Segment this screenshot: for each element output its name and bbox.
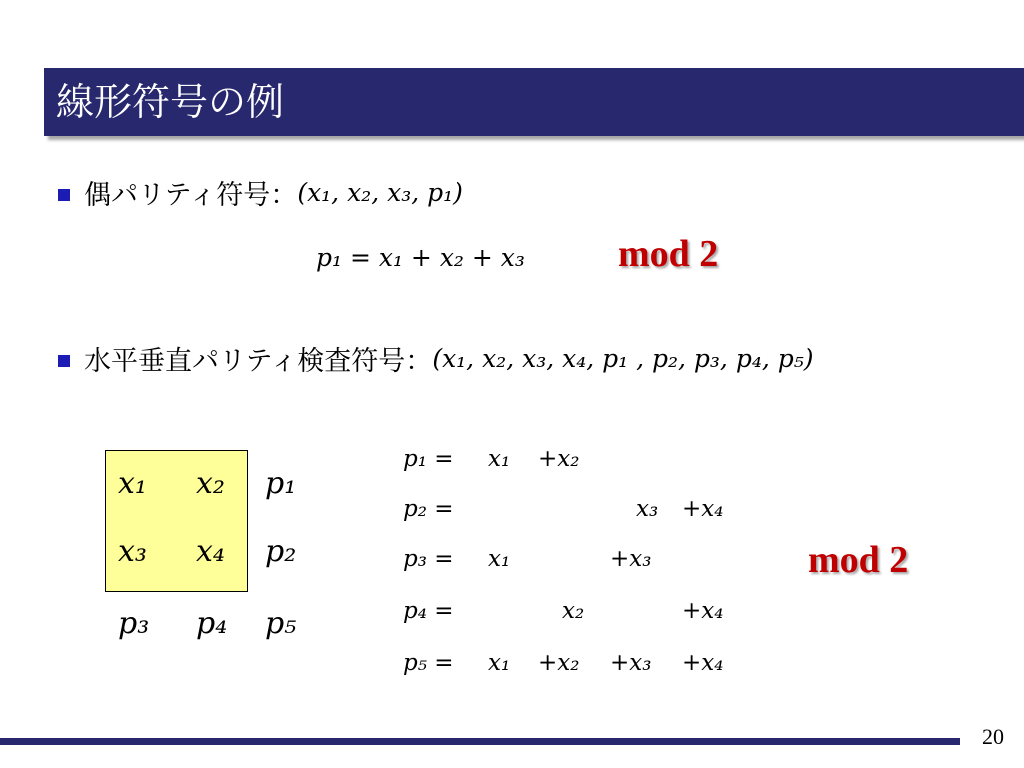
- grid-cell: p₄: [196, 606, 228, 641]
- equation-lhs: p₄ =: [403, 598, 454, 624]
- slide-title: 線形符号の例: [56, 80, 285, 124]
- grid-cell: x₂: [196, 466, 225, 501]
- equation-lhs: p₁ =: [403, 446, 454, 472]
- grid-cell: x₄: [196, 534, 225, 569]
- equation-term: +x₄: [682, 598, 724, 624]
- equation-term: x₁: [488, 650, 511, 676]
- bullet-label: 偶パリティ符号：: [84, 179, 298, 211]
- bullet-label: 水平垂直パリティ検査符号：: [84, 345, 433, 377]
- square-bullet-icon: [58, 189, 70, 201]
- equation-term: +x₂: [538, 650, 580, 676]
- equation-term: +x₂: [538, 446, 580, 472]
- equation-term: x₁: [488, 546, 511, 572]
- equation-term: x₃: [636, 496, 659, 522]
- grid-cell: x₃: [118, 534, 147, 569]
- footer-rule: [0, 738, 960, 745]
- equation-term: +x₃: [610, 650, 652, 676]
- bullet-even-parity: [58, 172, 463, 212]
- bullet-2d-parity: [58, 338, 814, 378]
- title-bar: [44, 68, 1024, 136]
- grid-cell: p₃: [118, 606, 150, 641]
- codeword-tuple: (x₁, x₂, x₃, x₄, p₁ , p₂, p₃, p₄, p₅): [432, 343, 814, 373]
- equation-lhs: p₃ =: [403, 546, 454, 572]
- equation-lhs: p₅ =: [403, 650, 454, 676]
- mod-label: mod 2: [808, 539, 909, 581]
- grid-cell: p₁: [265, 466, 297, 501]
- grid-cell: p₂: [265, 534, 297, 569]
- square-bullet-icon: [58, 355, 70, 367]
- equation-term: +x₃: [610, 546, 652, 572]
- equation-lhs: p₂ =: [403, 496, 454, 522]
- grid-cell: x₁: [118, 466, 147, 501]
- page-number: 20: [982, 724, 1004, 749]
- equation-term: +x₄: [682, 496, 724, 522]
- equation-term: +x₄: [682, 650, 724, 676]
- equation-term: x₂: [562, 598, 585, 624]
- mod-label: mod 2: [618, 233, 719, 275]
- equation-term: x₁: [488, 446, 511, 472]
- grid-cell: p₅: [265, 606, 297, 641]
- codeword-tuple: (x₁, x₂, x₃, p₁): [297, 177, 463, 207]
- even-parity-equation: p₁ = x₁ + x₂ + x₃: [316, 243, 525, 272]
